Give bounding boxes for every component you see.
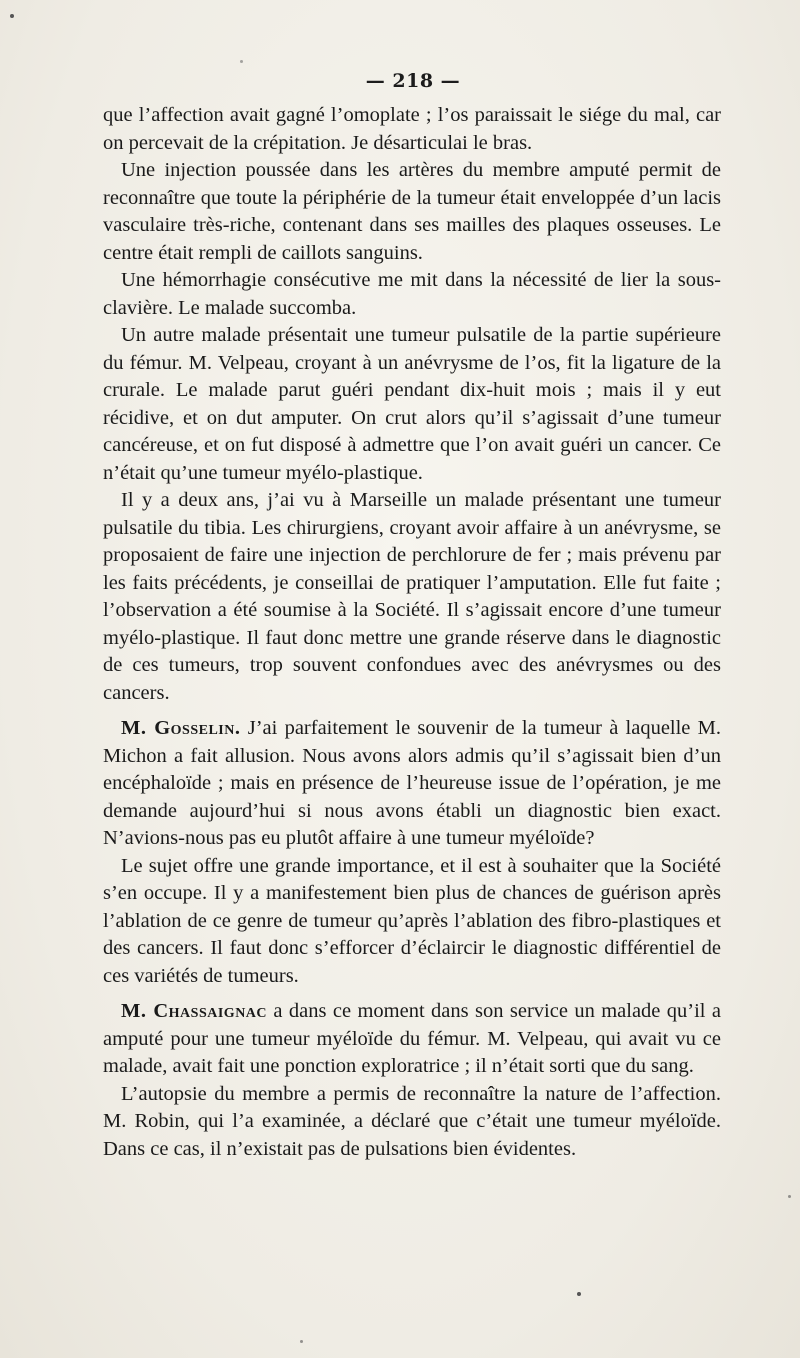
paragraph-3: Une hémorrhagie consécutive me mit dans la nécessité de lier la sous-clavière. Le malade succomba. bbox=[103, 269, 721, 319]
paragraph-6-text: J’ai parfaitement le souvenir de la tumeur à laquelle M. Michon a fait allusion. Nous avons alors admis qu’il s’agissait bien d’un encéphaloïde ; mais en présence de l’heureuse issue de l’opération, je me demande aujourd’hui si nous avons établi un diagnostic bien exact. N’avions-nous pas eu plutôt affaire à une tumeur myéloïde? bbox=[103, 717, 722, 849]
paper-speck bbox=[788, 1195, 791, 1198]
paper-speck bbox=[240, 60, 243, 63]
paragraph-7: Le sujet offre une grande importance, et il est à souhaiter que la Société s’en occupe. Il y a manifestement bien plus de chances de guérison après l’ablation de ce genre de tumeur qu’après l’ablation des fibro-plastiques et des cancers. Il faut donc s’efforcer d’éclaircir le diagnostic différentiel de ces variétés de tumeurs. bbox=[103, 854, 721, 987]
body-text bbox=[103, 102, 721, 1163]
paragraph-8 bbox=[103, 998, 721, 1081]
paragraph-4: Un autre malade présentait une tumeur pulsatile de la partie supérieure du fémur. M. Velpeau, croyant à un anévrysme de l’os, fit la ligature de la crurale. Le malade parut guéri pendant dix-huit mois ; mais il y eut récidive, et on dut amputer. On crut alors qu’il s’agissait d’une tumeur cancéreuse, et on fut disposé à admettre que l’on avait guéri un cancer. Ce n’était qu’une tumeur myélo-plastique. bbox=[103, 324, 721, 484]
paragraph-9: L’autopsie du membre a permis de reconnaître la nature de l’affection. M. Robin, qui l’a examinée, a déclaré que c’était une tumeur myéloïde. Dans ce cas, il n’existait pas de pulsations bien évidentes. bbox=[103, 1082, 721, 1160]
paper-speck bbox=[577, 1292, 581, 1296]
paper-speck bbox=[10, 14, 14, 18]
paragraph-2: Une injection poussée dans les artères du membre amputé permit de reconnaître que toute la périphérie de la tumeur était enveloppée d’un lacis vasculaire très-riche, contenant dans ses mailles des plaques osseuses. Le centre était rempli de caillots sanguins. bbox=[103, 159, 721, 264]
paragraph-8-text: a dans ce moment dans son service un malade qu’il a amputé pour une tumeur myéloïde du fémur. M. Velpeau, qui avait vu ce malade, avait fait une ponction exploratrice ; il n’était sorti que du sang. bbox=[103, 1000, 721, 1077]
page-number: — 218 — bbox=[365, 70, 461, 92]
paragraph-6 bbox=[103, 715, 721, 853]
paper-speck bbox=[300, 1340, 303, 1343]
speaker-gosselin: M. Gosselin. bbox=[121, 717, 241, 739]
paragraph-5: Il y a deux ans, j’ai vu à Marseille un malade présentant une tumeur pulsatile du tibia. Les chirurgiens, croyant avoir affaire à un anévrysme, se proposaient de faire une injection de perchlorure de fer ; mais prévenu par les faits précédents, je conseillai de pratiquer l’amputation. Elle fut faite ; l’observation a été soumise à la Société. Il s’agissait encore d’une tumeur myélo-plastique. Il faut donc mettre une grande réserve dans le diagnostic de ces tumeurs, trop souvent confondues avec des anévrysmes ou des cancers. bbox=[103, 489, 721, 704]
speaker-chassaignac: M. Chassaignac bbox=[121, 1000, 268, 1022]
paragraph-1: que l’affection avait gagné l’omoplate ; l’os paraissait le siége du mal, car on percevait de la crépitation. Je désarticulai le bras. bbox=[103, 104, 721, 154]
